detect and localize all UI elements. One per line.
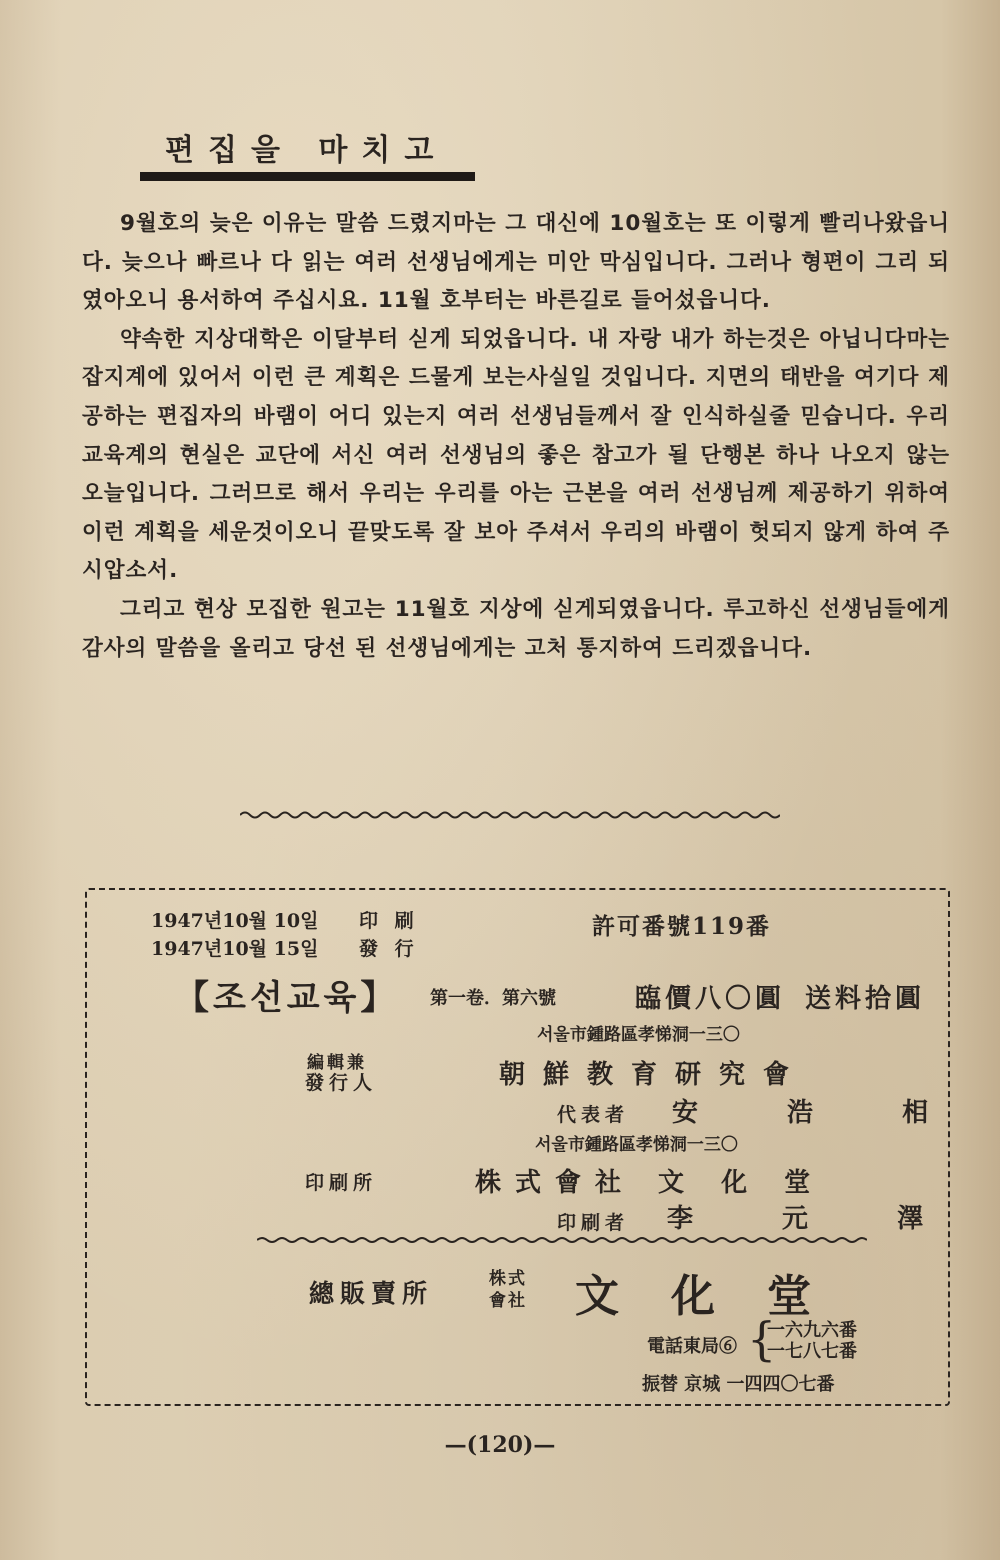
printer-address: 서울市鍾路區孝悌洞一三〇 — [535, 1135, 738, 1155]
price: 臨價八〇圓 — [635, 984, 786, 1014]
editor-label-1: 編輯兼 — [307, 1053, 367, 1073]
inner-wave-divider — [257, 1234, 867, 1246]
article-title: 편집을 마치고 — [165, 133, 448, 168]
representative-name: 安 浩 相 — [672, 1098, 969, 1128]
representative-label: 代表者 — [557, 1104, 630, 1126]
brace-icon: { — [747, 1312, 777, 1366]
colophon-box — [85, 888, 969, 1406]
permit-number: 許可番號119番 — [592, 913, 772, 940]
printer-name: 株式會社 文 化 堂 — [475, 1168, 825, 1198]
paragraph-1: 9월호의 늦은 이유는 말씀 드렸지마는 그 대신에 10월호는 또 이렇게 빨리나왔읍니다. 늦으나 빠르나 다 읽는 여러 선생님에게는 미안 막심입니다. 그러나 형편이 그리 되였아오니 용서하여 주십시요. 11월 호부터는 바른길로 들어섰읍니다. — [82, 211, 950, 314]
printer-label: 印刷所 — [305, 1172, 378, 1194]
distributor-label: 總販賣所 — [309, 1279, 434, 1308]
printer-rep-name: 李 元 澤 — [667, 1204, 964, 1234]
editor-label-2: 發行人 — [305, 1072, 378, 1094]
company-type-2: 會社 — [489, 1291, 527, 1311]
publisher-name: 朝鮮教育研究會 — [499, 1060, 808, 1090]
publisher-address: 서울市鍾路區孝悌洞一三〇 — [537, 1025, 740, 1045]
phone-1: 一六九六番 — [767, 1320, 857, 1341]
postage: 送料拾圓 — [805, 984, 926, 1014]
article-body — [82, 205, 950, 668]
magazine-title: 【조선교육】 — [175, 978, 399, 1018]
paragraph-3: 그리고 현상 모집한 원고는 11월호 지상에 싣게되였읍니다. 루고하신 선생님들에게 감사의 말씀을 올리고 당선 된 선생님에게는 고처 통지하여 드리겠읍니다. — [82, 596, 950, 661]
printer-rep-label: 印刷者 — [557, 1212, 630, 1234]
page-number: —(120)— — [444, 1432, 556, 1458]
phone-2: 一七八七番 — [767, 1341, 857, 1362]
print-label: 印 刷 — [359, 910, 419, 932]
volume-number: 第一卷．第六號 — [430, 988, 556, 1009]
paragraph-2: 약속한 지상대학은 이달부터 싣게 되었읍니다. 내 자랑 내가 하는것은 아닙니다마는 잡지계에 있어서 이런 큰 계획은 드물게 보는사실일 것입니다. 지면의 태반을 여기다 제공하는 편집자의 바램이 어디 있는지 여러 선생님들께서 잘 인식하실줄 믿습니다. 우리 교육계의 현실은 교단에 서신 여러 선생님의 좋은 참고가 될 단행본 하나 나오지 않는 오늘입니다. 그러므로 해서 우리는 우리를 아는 근본을 여러 선생님께 제공하기 위하여 이런 계획을 세운것이오니 끝맞도록 잘 보아 주셔서 우리의 바램이 헛되지 않게 하여 주시압소서. — [82, 326, 950, 584]
print-date: 1947년10월 10일 — [151, 910, 319, 932]
transfer-account: 振替 京城 一四四〇七番 — [642, 1374, 835, 1395]
issue-date: 1947년10월 15일 — [151, 938, 319, 960]
company-type-1: 株式 — [489, 1269, 527, 1289]
phone-label: 電話東局⑥ — [647, 1336, 737, 1357]
distributor-name: 文化堂 — [575, 1271, 863, 1322]
wave-divider — [240, 808, 780, 822]
issue-label: 發 行 — [359, 938, 419, 960]
phone-numbers — [767, 1320, 857, 1362]
title-underline — [140, 172, 475, 181]
